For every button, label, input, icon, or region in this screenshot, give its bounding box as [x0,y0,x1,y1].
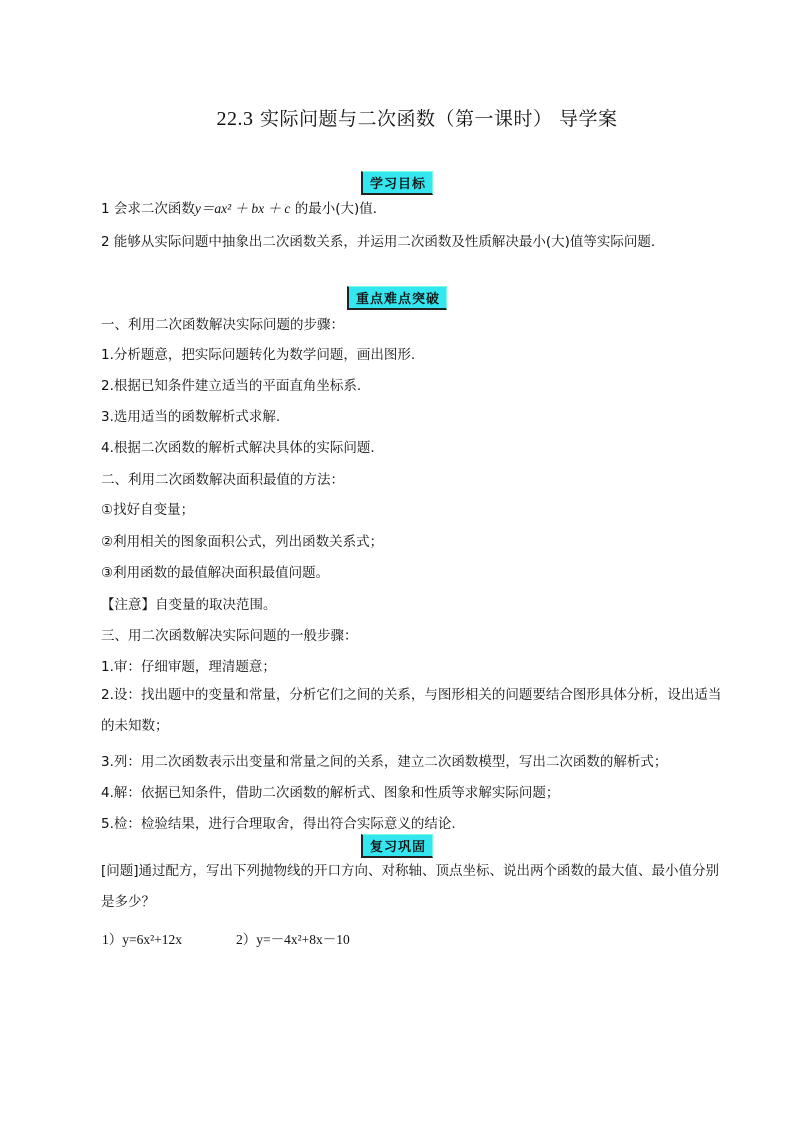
section-goals [0,171,794,195]
general-heading: 三、用二次函数解决实际问题的一般步骤： [101,628,358,644]
goal-1-suffix: 的最小(大)值． [290,201,387,217]
goal-2: 2 能够从实际问题中抽象出二次函数关系，并运用二次函数及性质解决最小(大)值等实际问题． [101,234,665,250]
step-item: 3.选用适当的函数解析式求解. [101,409,281,425]
general-step: 4.解：依据已知条件，借助二次函数的解析式、图象和性质等求解实际问题； [101,785,560,801]
step-item: 4.根据二次函数的解析式解决具体的实际问题. [101,440,375,456]
general-step: 3.列：用二次函数表示出变量和常量之间的关系，建立二次函数模型，写出二次函数的解析式； [101,754,668,770]
goal-1-formula: y＝ax² ＋ bx ＋ c [194,201,291,216]
step-item: 1.分析题意，把实际问题转化为数学问题，画出图形. [101,347,416,363]
section-goals-label: 学习目标 [361,171,433,195]
exercise-2: 2）y=－4x²+8x－10 [236,932,350,947]
section-key-label: 重点难点突破 [347,286,447,310]
goal-1 [101,197,386,217]
step-item: 2.根据已知条件建立适当的平面直角坐标系. [101,378,362,394]
exercise-1: 1）y=6x²+12x [102,932,183,947]
title-text: 实际问题与二次函数（第一课时） 导学案 [253,108,618,130]
area-heading: 二、利用二次函数解决面积最值的方法： [101,472,344,488]
area-item: ②利用相关的图象面积公式，列出函数关系式； [101,534,384,550]
general-step: 5.检：检验结果，进行合理取舍，得出符合实际意义的结论. [101,816,456,832]
goal-1-prefix: 1 会求二次函数 [101,201,195,217]
area-item: ③利用函数的最值解决面积最值问题。 [101,565,330,581]
general-step: 1.审：仔细审题，理清题意； [101,659,276,675]
note: 【注意】自变量的取决范围。 [101,597,277,613]
general-step: 2.设：找出题中的变量和常量，分析它们之间的关系，与图形相关的问题要结合图形具体分析，设出适当的未知数； [101,687,722,734]
section-review [0,834,794,858]
section-review-label: 复习巩固 [361,834,433,858]
steps-heading: 一、利用二次函数解决实际问题的步骤： [101,317,344,333]
page-title [0,104,794,131]
area-item: ①找好自变量； [101,502,195,518]
title-number: 22.3 [216,108,254,130]
section-key [0,286,794,310]
question: [问题]通过配方，写出下列抛物线的开口方向、对称轴、顶点坐标、说出两个函数的最大值、最小值分别是多少？ [101,863,720,910]
